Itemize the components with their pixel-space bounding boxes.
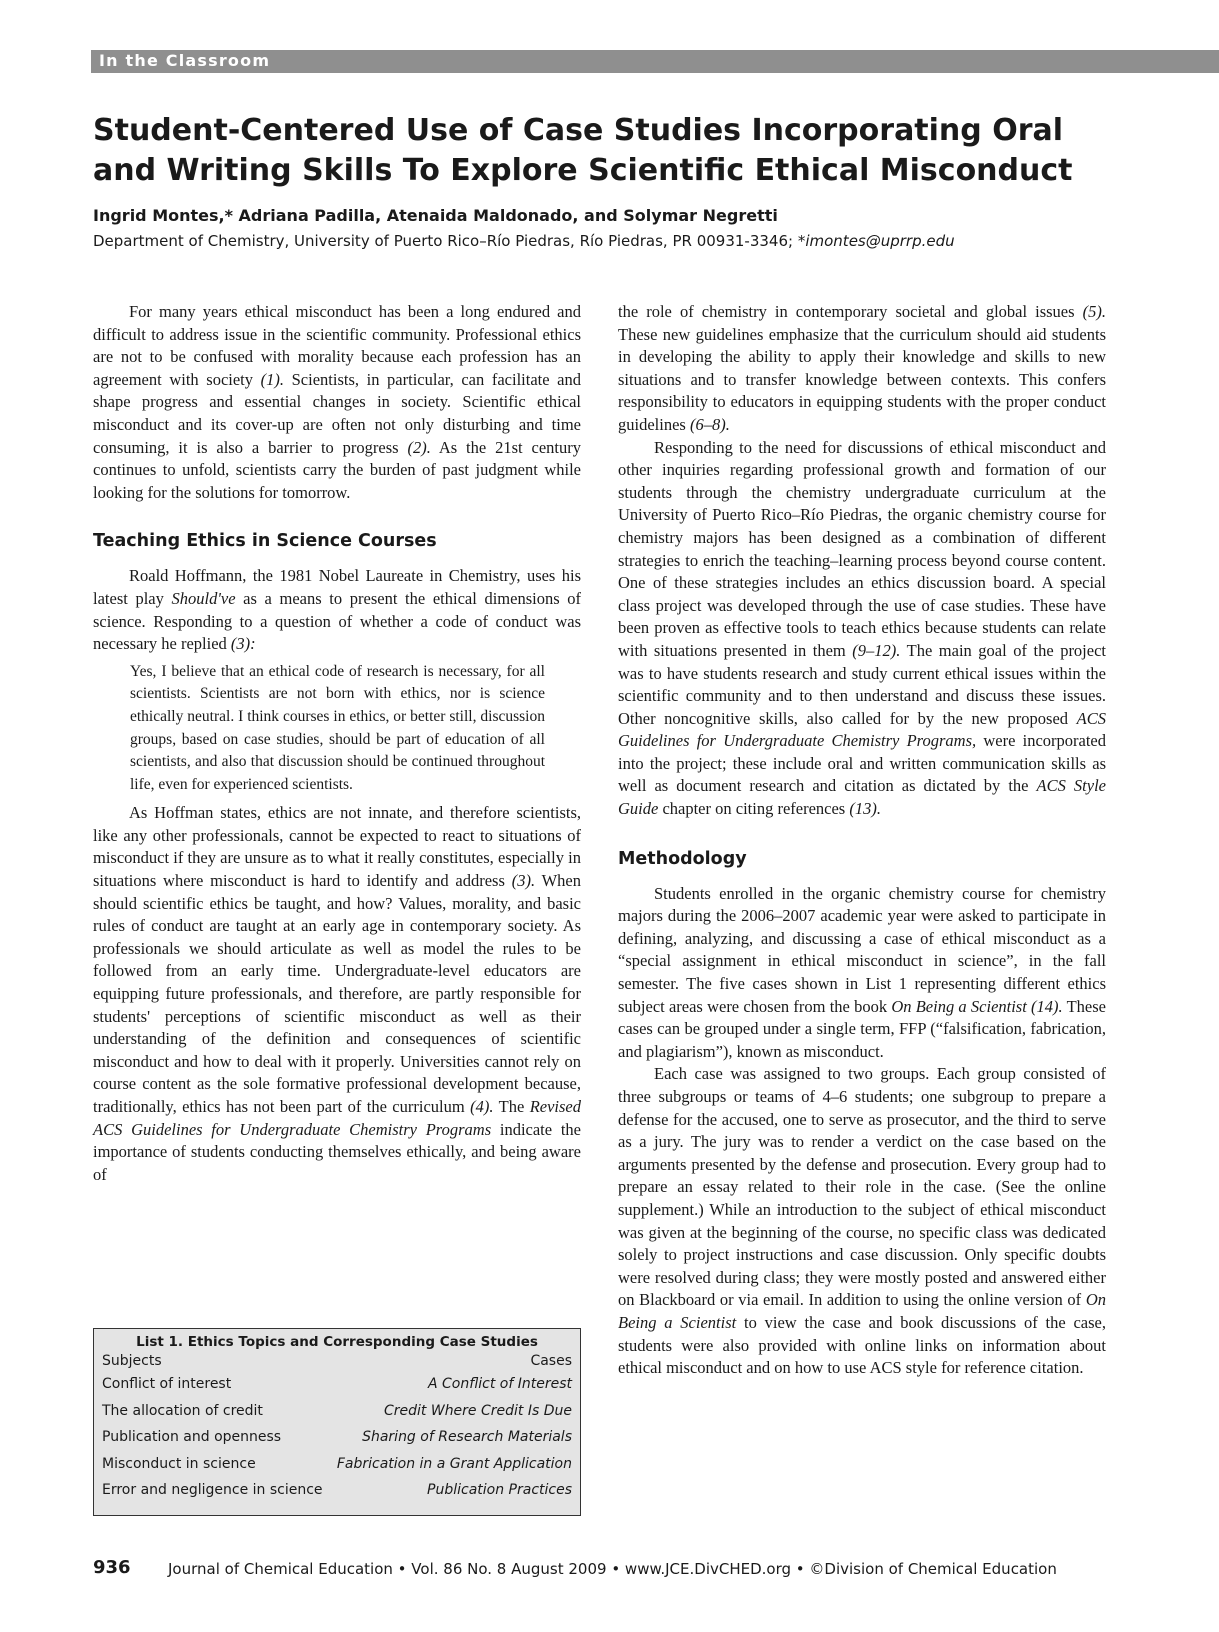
- heading-methodology: Methodology: [618, 848, 747, 869]
- play-title: Should've: [171, 588, 236, 608]
- book-title: On Being a Scientist: [891, 996, 1027, 1016]
- footer-citation: Journal of Chemical Education • Vol. 86 No. 8 August 2009 • www.JCE.DivCHED.org • ©Division of Chemical Education: [168, 1560, 1057, 1578]
- list-row: [94, 1371, 580, 1398]
- row-subject: Error and negligence in science: [102, 1482, 323, 1499]
- text: as a means to present the ethical dimensions of science. Responding to a question of whether a code of conduct was necessary he replied: [93, 588, 582, 654]
- row-subject: The allocation of credit: [102, 1402, 263, 1419]
- title-line-1: Student-Centered Use of Case Studies Incorporating Oral: [93, 113, 1064, 148]
- text: As the 21st century continues to unfold, scientists carry the burden of past judgment while looking for the solutions for tomorrow.: [93, 437, 581, 502]
- affiliation: [93, 232, 955, 250]
- ref: (9–12).: [852, 640, 901, 660]
- heading-teaching-ethics: Teaching Ethics in Science Courses: [93, 531, 437, 552]
- left-paragraph-2: [93, 565, 581, 655]
- guidelines-title: ACS Guidelines for Undergraduate Chemistry Programs,: [618, 708, 1106, 751]
- text: Responding to the need for discussions of ethical misconduct and other inquiries regarding professional growth and formation of our students through the chemistry undergraduate curriculum at the University of Puerto Rico–Río Piedras, the organic chemistry course for chemistry majors has been designed as a combination of different strategies to enrich the teaching–learning process beyond course content. One of these strategies includes an ethics discussion board. A special class project was developed through the use of case studies. These have been proven as effective tools to teach ethics because students can relate with situations presented in them: [618, 437, 1106, 660]
- right-paragraph-2: [618, 437, 1106, 821]
- list-1-box: [93, 1328, 581, 1516]
- text: For many years ethical misconduct has been a long endured and difficult to address issue in the scientific community. Professional ethics are not to be confused with morality because each profession has an agreement with society: [93, 302, 581, 389]
- right-paragraph-4: [618, 1063, 1106, 1379]
- ref: (1).: [260, 369, 284, 389]
- list-1-title: List 1. Ethics Topics and Corresponding Case Studies: [136, 1334, 538, 1350]
- text: Each case was assigned to two groups. Each group consisted of three subgroups or teams of 4–6 students; one subgroup to prepare a defense for the accused, one to serve as prosecutor, and the third to serve as a jury. The jury was to render a verdict on the case based on the arguments presented by the defense and prosecution. Every group had to prepare an essay related to their role in the case. (See the online supplement.) While an introduction to the subject of ethical misconduct was given at the beginning of the course, no specific class was dedicated solely to project instructions and case discussion. Only specific doubts were resolved during class; they were mostly posted and answered either on Blackboard or via email. In addition to using the online version of: [618, 1064, 1106, 1310]
- text: indicate the importance of students conducting themselves ethically, and being aware of: [93, 1119, 581, 1184]
- row-case: Publication Practices: [427, 1482, 572, 1499]
- left-paragraph-1: [93, 301, 581, 504]
- section-banner-label: In the Classroom: [99, 51, 271, 70]
- authors: Ingrid Montes,* Adriana Padilla, Atenaida Maldonado, and Solymar Negretti: [93, 206, 778, 225]
- ref: (2).: [407, 437, 431, 457]
- right-paragraph-3: [618, 883, 1106, 1064]
- text: the role of chemistry in contemporary societal and global issues: [618, 302, 1083, 321]
- text: When should scientific ethics be taught, and how? Values, morality, and basic rules of conduct are taught at an early age in contemporary society. As professionals we should articulate as well as model the rules to be followed from an early time. Undergraduate-level educators are equipping future professionals, and therefore, are partly responsible for students' perceptions of scientific misconduct as well as their understanding of the definition and consequences of scientific misconduct and how to deal with it properly. Universities cannot rely on course content as the sole formative professional development because, traditionally, ethics has not been part of the curriculum: [93, 871, 581, 1116]
- row-case: Fabrication in a Grant Application: [336, 1455, 572, 1472]
- row-subject: Publication and openness: [102, 1429, 282, 1446]
- list-row: [94, 1398, 580, 1425]
- section-banner: [91, 50, 1219, 73]
- email-link[interactable]: imontes@uprrp.edu: [805, 232, 955, 250]
- col-cases: Cases: [530, 1353, 572, 1369]
- ref: (13).: [849, 799, 881, 819]
- guidelines-title: Revised ACS Guidelines for Undergraduate Chemistry Programs: [93, 1097, 582, 1139]
- text: to view the case and book discussions of the case, students were also provided with online links on information about ethical misconduct and on how to use ACS style for reference citation.: [618, 1312, 1106, 1378]
- list-row: [94, 1424, 580, 1451]
- hoffmann-quote: Yes, I believe that an ethical code of research is necessary, for all scientists. Scientists are not born with ethics, nor is science ethically neutral. I think courses in ethics, or better still, discussion groups, based on case studies, should be part of education of all scientists, and also that discussion should be continued throughout life, even for experienced scientists.: [130, 662, 545, 793]
- style-guide-title: ACS Style Guide: [618, 776, 1106, 819]
- page-number: 936: [93, 1557, 131, 1578]
- book-title: On Being a Scientist: [618, 1290, 1106, 1332]
- row-subject: Misconduct in science: [102, 1455, 256, 1472]
- text: Roald Hoffmann, the 1981 Nobel Laureate in Chemistry, uses his latest play: [93, 566, 581, 608]
- text: Scientists, in particular, can facilitate and shape progress and essential changes in society. Scientific ethical misconduct and its cover-up are often not only disturbing and time consuming, it is also a barrier to progress: [93, 369, 581, 457]
- col-subjects: Subjects: [102, 1353, 162, 1369]
- ref: (5).: [1082, 302, 1106, 321]
- text: These new guidelines emphasize that the curriculum should aid students in developing the ability to apply their knowledge and skills to new situations and to transfer knowledge between contexts. This confers responsibility to educators in equipping students with the proper conduct guidelines: [618, 324, 1106, 434]
- text: These cases can be grouped under a single term, FFP (“falsification, fabrication, and plagiarism”), known as misconduct.: [618, 996, 1106, 1061]
- ref: (14).: [1026, 996, 1063, 1016]
- text: Students enrolled in the organic chemistry course for chemistry majors during the 2006–2007 academic year were asked to participate in defining, analyzing, and discussing a case of ethical misconduct as a “special assignment in ethical misconduct in science”, in the fall semester. The five cases shown in List 1 representing different ethics subject areas were chosen from the book: [618, 883, 1106, 1016]
- right-paragraph-1: [618, 301, 1106, 437]
- ref: (6–8).: [689, 414, 730, 434]
- article-title: [93, 111, 1173, 191]
- right-column: [618, 301, 1106, 1380]
- text: As Hoffman states, ethics are not innate, and therefore scientists, like any other professionals, cannot be expected to react to situations of misconduct if they are unsure as to what it really constitutes, especially in situations where misconduct is hard to identify and address: [93, 803, 581, 891]
- text: The: [493, 1097, 530, 1116]
- left-paragraph-3: [93, 802, 581, 1186]
- left-column: [93, 301, 581, 1186]
- row-case: A Conflict of Interest: [427, 1376, 572, 1392]
- row-case: Sharing of Research Materials: [362, 1429, 572, 1446]
- text: were incorporated into the project; these include oral and written communication skills as well as document research and citation as dictated by the: [618, 731, 1107, 796]
- title-line-2: and Writing Skills To Explore Scientific Ethical Misconduct: [93, 153, 1073, 188]
- ref: (3).: [511, 871, 536, 891]
- text: chapter on citing references: [658, 799, 850, 819]
- text: The main goal of the project was to have students research and study current ethical issues within the scientific community and to then understand and discuss these issues. Other noncognitive skills, also called for by the new proposed: [618, 640, 1107, 728]
- row-subject: Conflict of interest: [102, 1376, 232, 1392]
- ref: (4).: [470, 1097, 494, 1116]
- list-row: [94, 1477, 580, 1504]
- list-row: [94, 1451, 580, 1478]
- list-1-header: [94, 1351, 580, 1371]
- affiliation-text: Department of Chemistry, University of Puerto Rico–Río Piedras, Río Piedras, PR 00931-3346; *: [93, 232, 806, 250]
- ref: (3):: [230, 634, 256, 654]
- row-case: Credit Where Credit Is Due: [383, 1402, 572, 1419]
